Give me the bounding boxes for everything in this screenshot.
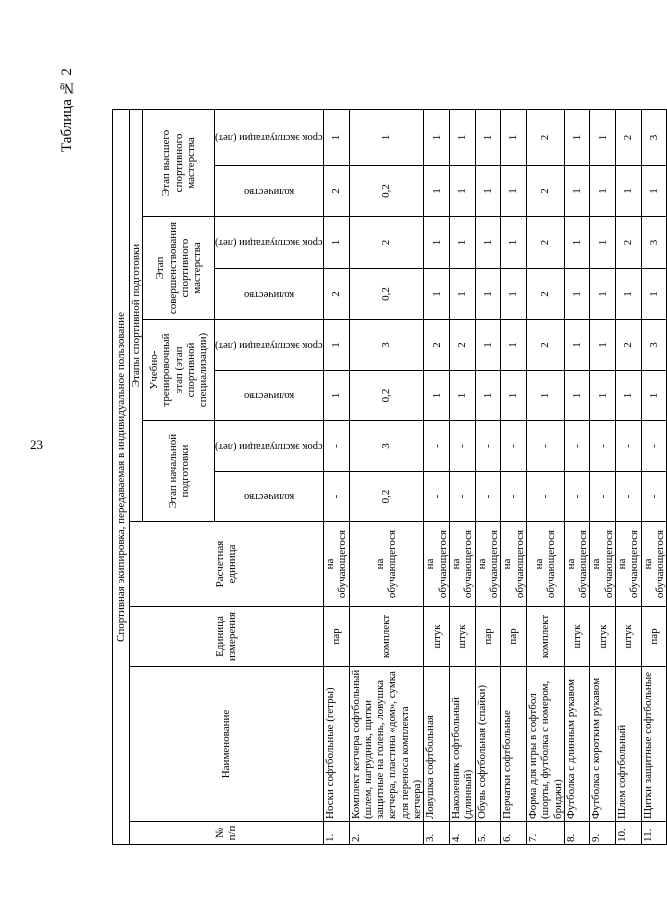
row-term: 3	[641, 320, 667, 371]
row-unit: комплект	[526, 607, 564, 667]
row-quantity: 1	[526, 371, 564, 421]
row-number: 1.	[323, 822, 349, 845]
table-row	[501, 109, 527, 844]
row-name: Наколенник софтбольный (длинный)	[450, 667, 476, 822]
row-calc-unit: на обучающегося	[349, 522, 424, 607]
row-number: 7.	[526, 822, 564, 845]
row-name: Перчатки софтбольные	[501, 667, 527, 822]
row-term: 1	[501, 109, 527, 165]
row-calc-unit: на обучающегося	[590, 522, 616, 607]
row-term: 1	[475, 109, 501, 165]
row-number: 4.	[450, 822, 476, 845]
sub-header-term-text: срок эксплуатации (лет)	[215, 339, 323, 351]
row-term: -	[526, 421, 564, 472]
row-term: 1	[501, 217, 527, 269]
row-calc-unit: на обучающегося	[641, 522, 667, 607]
sub-header-quantity-text: количество	[244, 185, 295, 197]
row-quantity: 1	[590, 371, 616, 421]
row-unit: штук	[616, 607, 642, 667]
row-unit: пар	[475, 607, 501, 667]
row-quantity: 1	[323, 371, 349, 421]
sub-header-term	[215, 109, 324, 165]
row-term: 2	[450, 320, 476, 371]
row-term: 1	[475, 320, 501, 371]
sub-header-term-text: срок эксплуатации (лет)	[215, 237, 323, 249]
row-quantity: 1	[564, 269, 590, 320]
row-unit: штук	[424, 607, 450, 667]
row-term: 1	[564, 320, 590, 371]
col-name-header: Наименование	[130, 667, 324, 822]
row-term: -	[450, 421, 476, 472]
row-quantity: -	[424, 472, 450, 522]
row-quantity: -	[564, 472, 590, 522]
row-term: -	[616, 421, 642, 472]
row-number: 10.	[616, 822, 642, 845]
row-term: 3	[641, 217, 667, 269]
row-term: 3	[349, 421, 424, 472]
row-number: 6.	[501, 822, 527, 845]
stage-header: Этап высшего спортивного мастерства	[143, 109, 215, 216]
row-term: -	[564, 421, 590, 472]
row-term: 1	[323, 109, 349, 165]
table-row	[590, 109, 616, 844]
row-quantity: -	[501, 472, 527, 522]
sub-header-term-text: срок эксплуатации (лет)	[215, 132, 323, 144]
row-term: 1	[349, 109, 424, 165]
row-term: -	[424, 421, 450, 472]
row-quantity: 1	[501, 269, 527, 320]
row-name: Футболка с коротким рукавом	[590, 667, 616, 822]
row-quantity: 1	[424, 166, 450, 217]
row-calc-unit: на обучающегося	[424, 522, 450, 607]
row-term: 2	[526, 217, 564, 269]
row-term: 1	[450, 217, 476, 269]
row-term: 1	[450, 109, 476, 165]
table-row	[349, 109, 424, 844]
row-calc-unit: на обучающегося	[501, 522, 527, 607]
col-unit-header: Единица измерения	[130, 607, 324, 667]
row-term: 3	[641, 109, 667, 165]
row-name: Щитки защитные софтбольные	[641, 667, 667, 822]
row-term: 1	[564, 217, 590, 269]
row-name: Носки софтбольные (гетры)	[323, 667, 349, 822]
row-unit: пар	[323, 607, 349, 667]
row-term: -	[323, 421, 349, 472]
equipment-table	[112, 109, 667, 845]
row-unit: штук	[564, 607, 590, 667]
stages-title: Этапы спортивной подготовки	[130, 109, 143, 521]
row-quantity: 1	[641, 269, 667, 320]
row-unit: комплект	[349, 607, 424, 667]
row-quantity: -	[616, 472, 642, 522]
row-term: 1	[590, 109, 616, 165]
col-num-header: № п/п	[130, 822, 324, 845]
row-quantity: 1	[641, 371, 667, 421]
stage-header: Этап начальной подготовки	[143, 421, 215, 522]
row-term: 2	[616, 217, 642, 269]
row-name: Комплект кетчера софтбольный (шлем, нагрудник, щитки защитные на голень, ловушка кетчера, пластина «дом», сумка для переноса комплекта кетчера)	[349, 667, 424, 822]
table-row	[424, 109, 450, 844]
sub-header-term	[215, 320, 324, 371]
row-unit: штук	[450, 607, 476, 667]
sub-header-quantity	[215, 166, 324, 217]
row-number: 2.	[349, 822, 424, 845]
row-quantity: 2	[526, 166, 564, 217]
sub-header-quantity-text: количество	[244, 288, 295, 300]
table-row	[526, 109, 564, 844]
row-calc-unit: на обучающегося	[526, 522, 564, 607]
row-term: -	[641, 421, 667, 472]
row-term: 2	[349, 217, 424, 269]
row-quantity: 0,2	[349, 166, 424, 217]
row-number: 3.	[424, 822, 450, 845]
row-term: 2	[616, 109, 642, 165]
row-quantity: -	[450, 472, 476, 522]
table-row	[323, 109, 349, 844]
row-term: 1	[564, 109, 590, 165]
table-title: Таблица № 2	[59, 68, 75, 152]
row-name: Шлем софтбольный	[616, 667, 642, 822]
row-quantity: 1	[450, 166, 476, 217]
stage-header: Учебно-тренировочный этап (этап спортивной специализации)	[143, 320, 215, 421]
row-term: 1	[323, 217, 349, 269]
sub-header-quantity-text: количество	[244, 491, 295, 503]
row-term: 2	[616, 320, 642, 371]
sub-header-quantity	[215, 371, 324, 421]
row-quantity: 0,2	[349, 472, 424, 522]
sub-header-quantity-text: количество	[244, 390, 295, 402]
row-term: 1	[501, 320, 527, 371]
row-unit: пар	[641, 607, 667, 667]
row-name: Ловушка софтбольная	[424, 667, 450, 822]
row-quantity: 1	[616, 371, 642, 421]
row-quantity: 2	[526, 269, 564, 320]
row-quantity: 1	[475, 166, 501, 217]
row-quantity: 1	[564, 371, 590, 421]
row-term: -	[590, 421, 616, 472]
row-quantity: 1	[616, 166, 642, 217]
page-number: 23	[30, 437, 43, 452]
table-row	[450, 109, 476, 844]
row-quantity: -	[323, 472, 349, 522]
row-number: 9.	[590, 822, 616, 845]
row-name: Обувь софтбольная (спайки)	[475, 667, 501, 822]
sub-header-term-text: срок эксплуатации (лет)	[215, 440, 323, 452]
sub-header-term	[215, 217, 324, 269]
row-quantity: 0,2	[349, 371, 424, 421]
sub-header-quantity	[215, 269, 324, 320]
row-term: -	[475, 421, 501, 472]
row-quantity: 2	[323, 166, 349, 217]
row-unit: штук	[590, 607, 616, 667]
row-number: 5.	[475, 822, 501, 845]
row-quantity: 1	[450, 371, 476, 421]
col-calc-header: Расчетная единица	[130, 522, 324, 607]
row-number: 8.	[564, 822, 590, 845]
row-name: Футболка с длинным рукавом	[564, 667, 590, 822]
equipment-table-container	[112, 110, 667, 845]
row-quantity: -	[526, 472, 564, 522]
row-calc-unit: на обучающегося	[323, 522, 349, 607]
row-calc-unit: на обучающегося	[564, 522, 590, 607]
row-term: 1	[590, 320, 616, 371]
stage-header: Этап совершенствования спортивного мастерства	[143, 217, 215, 320]
sub-header-quantity	[215, 472, 324, 522]
row-term: 2	[526, 320, 564, 371]
row-quantity: 0,2	[349, 269, 424, 320]
row-quantity: 1	[564, 166, 590, 217]
row-quantity: 2	[323, 269, 349, 320]
row-quantity: -	[590, 472, 616, 522]
row-term: 1	[475, 217, 501, 269]
row-calc-unit: на обучающегося	[450, 522, 476, 607]
row-quantity: 1	[590, 269, 616, 320]
row-term: 2	[526, 109, 564, 165]
row-quantity: 1	[501, 371, 527, 421]
row-quantity: -	[641, 472, 667, 522]
row-quantity: -	[475, 472, 501, 522]
row-name: Форма для игры в софтбол (шорты, футболка с номером, бриджи)	[526, 667, 564, 822]
row-term: 1	[424, 109, 450, 165]
row-term: -	[501, 421, 527, 472]
row-quantity: 1	[616, 269, 642, 320]
row-calc-unit: на обучающегося	[475, 522, 501, 607]
row-term: 3	[349, 320, 424, 371]
row-quantity: 1	[450, 269, 476, 320]
row-calc-unit: на обучающегося	[616, 522, 642, 607]
row-term: 1	[424, 217, 450, 269]
row-number: 11.	[641, 822, 667, 845]
row-quantity: 1	[641, 166, 667, 217]
row-quantity: 1	[424, 269, 450, 320]
row-unit: пар	[501, 607, 527, 667]
row-quantity: 1	[501, 166, 527, 217]
row-quantity: 1	[475, 371, 501, 421]
row-quantity: 1	[424, 371, 450, 421]
table-row	[641, 109, 667, 844]
group-title: Спортивная экипировка, передаваемая в индивидуальное пользование	[113, 109, 130, 844]
table-row	[616, 109, 642, 844]
row-quantity: 1	[590, 166, 616, 217]
row-term: 1	[323, 320, 349, 371]
table-row	[475, 109, 501, 844]
sub-header-term	[215, 421, 324, 472]
table-row	[564, 109, 590, 844]
row-term: 1	[590, 217, 616, 269]
row-term: 2	[424, 320, 450, 371]
row-quantity: 1	[475, 269, 501, 320]
